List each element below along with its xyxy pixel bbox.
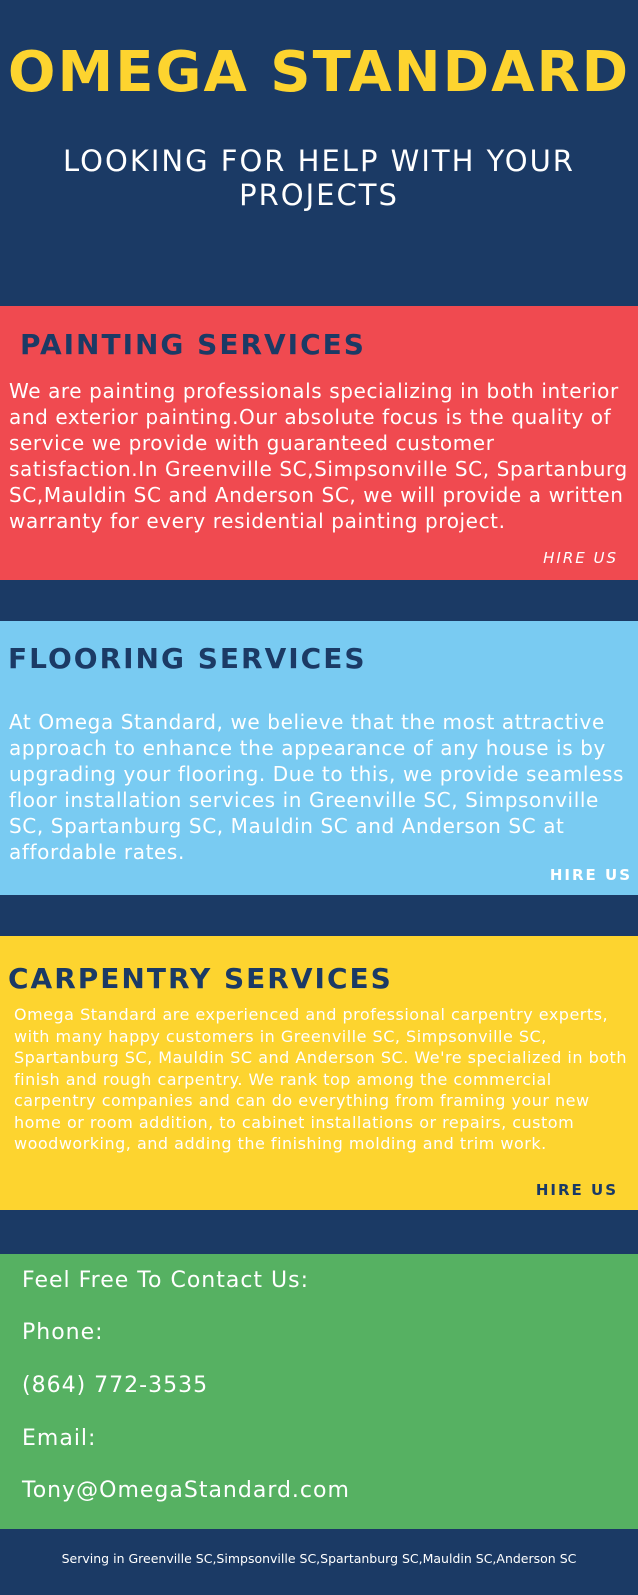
tagline: LOOKING FOR HELP WITH YOUR PROJECTS [63, 144, 575, 212]
phone-link[interactable]: (864) 772-3535 [22, 1373, 209, 1398]
section-title: FLOORING SERVICES [8, 642, 367, 675]
email-label: Email: [22, 1426, 97, 1451]
contact-heading: Feel Free To Contact Us: [22, 1268, 310, 1293]
carpentry-services-section [0, 936, 638, 1210]
section-title: CARPENTRY SERVICES [8, 962, 393, 995]
hire-us-button[interactable]: HIRE US [549, 866, 632, 884]
header [0, 0, 638, 305]
section-body: At Omega Standard, we believe that the most attractive approach to enhance the appearance of any house is by upgrading your flooring. Due to this, we provide seamless floor installation services in Greenville SC, Simpsonville SC, Spartanburg SC, Mauldin SC and Anderson SC at affordable rates. [9, 710, 625, 864]
painting-services-section [0, 306, 638, 580]
hire-us-button[interactable]: HIRE US [535, 1181, 618, 1199]
flooring-services-section [0, 621, 638, 895]
phone-label: Phone: [22, 1320, 104, 1345]
hire-us-button[interactable]: HIRE US [543, 549, 618, 567]
footer-service-areas: Serving in Greenville SC,Simpsonville SC,Spartanburg SC,Mauldin SC,Anderson SC [61, 1551, 577, 1566]
section-title: PAINTING SERVICES [20, 328, 366, 361]
brand-title: OMEGA STANDARD [7, 40, 631, 105]
section-body: Omega Standard are experienced and professional carpentry experts, with many happy customers in Greenville SC, Simpsonville SC, Spartanburg SC, Mauldin SC and Anderson SC. We're specialized in both finish and rough carpentry. We rank top among the commercial carpentry companies and can do everything from framing your new home or room addition, to cabinet installations or repairs, custom woodworking, and adding the finishing molding and trim work. [14, 1005, 627, 1153]
section-body: We are painting professionals specializing in both interior and exterior painting.Our absolute focus is the quality of service we provide with guaranteed customer satisfaction.In Greenville SC,Simpsonville SC, Spartanburg SC,Mauldin SC and Anderson SC, we will provide a written warranty for every residential painting project. [9, 379, 628, 533]
contact-section [0, 1254, 638, 1529]
email-link[interactable]: Tony@OmegaStandard.com [22, 1478, 350, 1503]
